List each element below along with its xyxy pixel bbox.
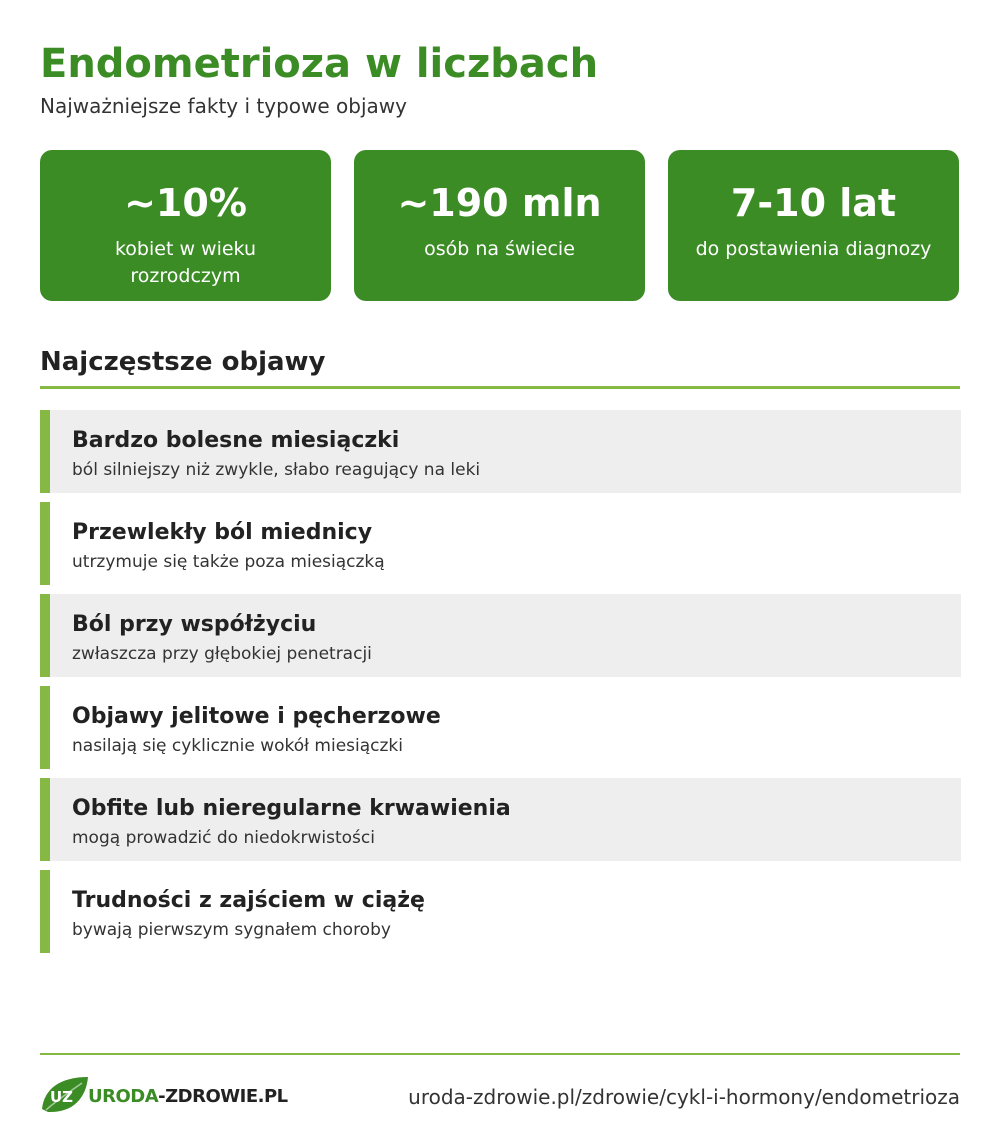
stat-card-worldwide [354, 150, 645, 301]
list-item [40, 502, 961, 585]
symptom-description: utrzymuje się także poza miesiączką [72, 552, 385, 572]
logo-name-part1: URODA [88, 1086, 159, 1107]
symptom-description: bywają pierwszym sygnałem choroby [72, 920, 391, 940]
symptom-title: Ból przy współżyciu [72, 612, 317, 637]
stat-value: ~10% [124, 181, 247, 225]
accent-bar [40, 686, 50, 769]
symptom-description: nasilają się cyklicznie wokół miesiączki [72, 736, 403, 756]
symptom-title: Obfite lub nieregularne krwawienia [72, 796, 511, 821]
list-item [40, 778, 961, 861]
logo-mark: UZ [50, 1088, 74, 1106]
accent-bar [40, 410, 50, 493]
list-item [40, 594, 961, 677]
stat-label: osób na świecie [424, 238, 575, 260]
logo-wordmark [88, 1086, 288, 1108]
section-title: Najczęstsze objawy [40, 347, 326, 377]
footer-divider [40, 1053, 960, 1055]
symptom-title: Trudności z zajściem w ciążę [72, 888, 425, 913]
stat-card-prevalence [40, 150, 331, 301]
symptom-title: Przewlekły ból miednicy [72, 520, 373, 545]
source-url[interactable]: uroda-zdrowie.pl/zdrowie/cykl-i-hormony/endometrioza [408, 1085, 960, 1109]
stat-label: kobiet w wieku rozrodczym [114, 238, 256, 287]
accent-bar [40, 594, 50, 677]
stat-label: do postawienia diagnozy [695, 238, 932, 260]
symptom-title: Bardzo bolesne miesiączki [72, 428, 400, 453]
logo-name-part2: -ZDROWIE.PL [158, 1086, 288, 1107]
accent-bar [40, 870, 50, 953]
page-subtitle: Najważniejsze fakty i typowe objawy [40, 94, 407, 118]
leaf-logo-icon [40, 1075, 90, 1115]
site-logo[interactable] [40, 1075, 288, 1115]
stat-value: 7-10 lat [730, 181, 897, 225]
list-item [40, 686, 961, 769]
accent-bar [40, 502, 50, 585]
list-item [40, 870, 961, 953]
stat-card-diagnosis-time [668, 150, 959, 301]
list-item [40, 410, 961, 493]
accent-bar [40, 778, 50, 861]
section-divider [40, 386, 960, 389]
stat-value: ~190 mln [397, 181, 602, 225]
symptom-description: zwłaszcza przy głębokiej penetracji [72, 644, 372, 664]
stats-row [40, 150, 960, 301]
symptom-title: Objawy jelitowe i pęcherzowe [72, 704, 441, 729]
symptom-description: mogą prowadzić do niedokrwistości [72, 828, 375, 848]
page-title: Endometrioza w liczbach [40, 41, 599, 87]
symptom-description: ból silniejszy niż zwykle, słabo reagujący na leki [72, 460, 481, 480]
